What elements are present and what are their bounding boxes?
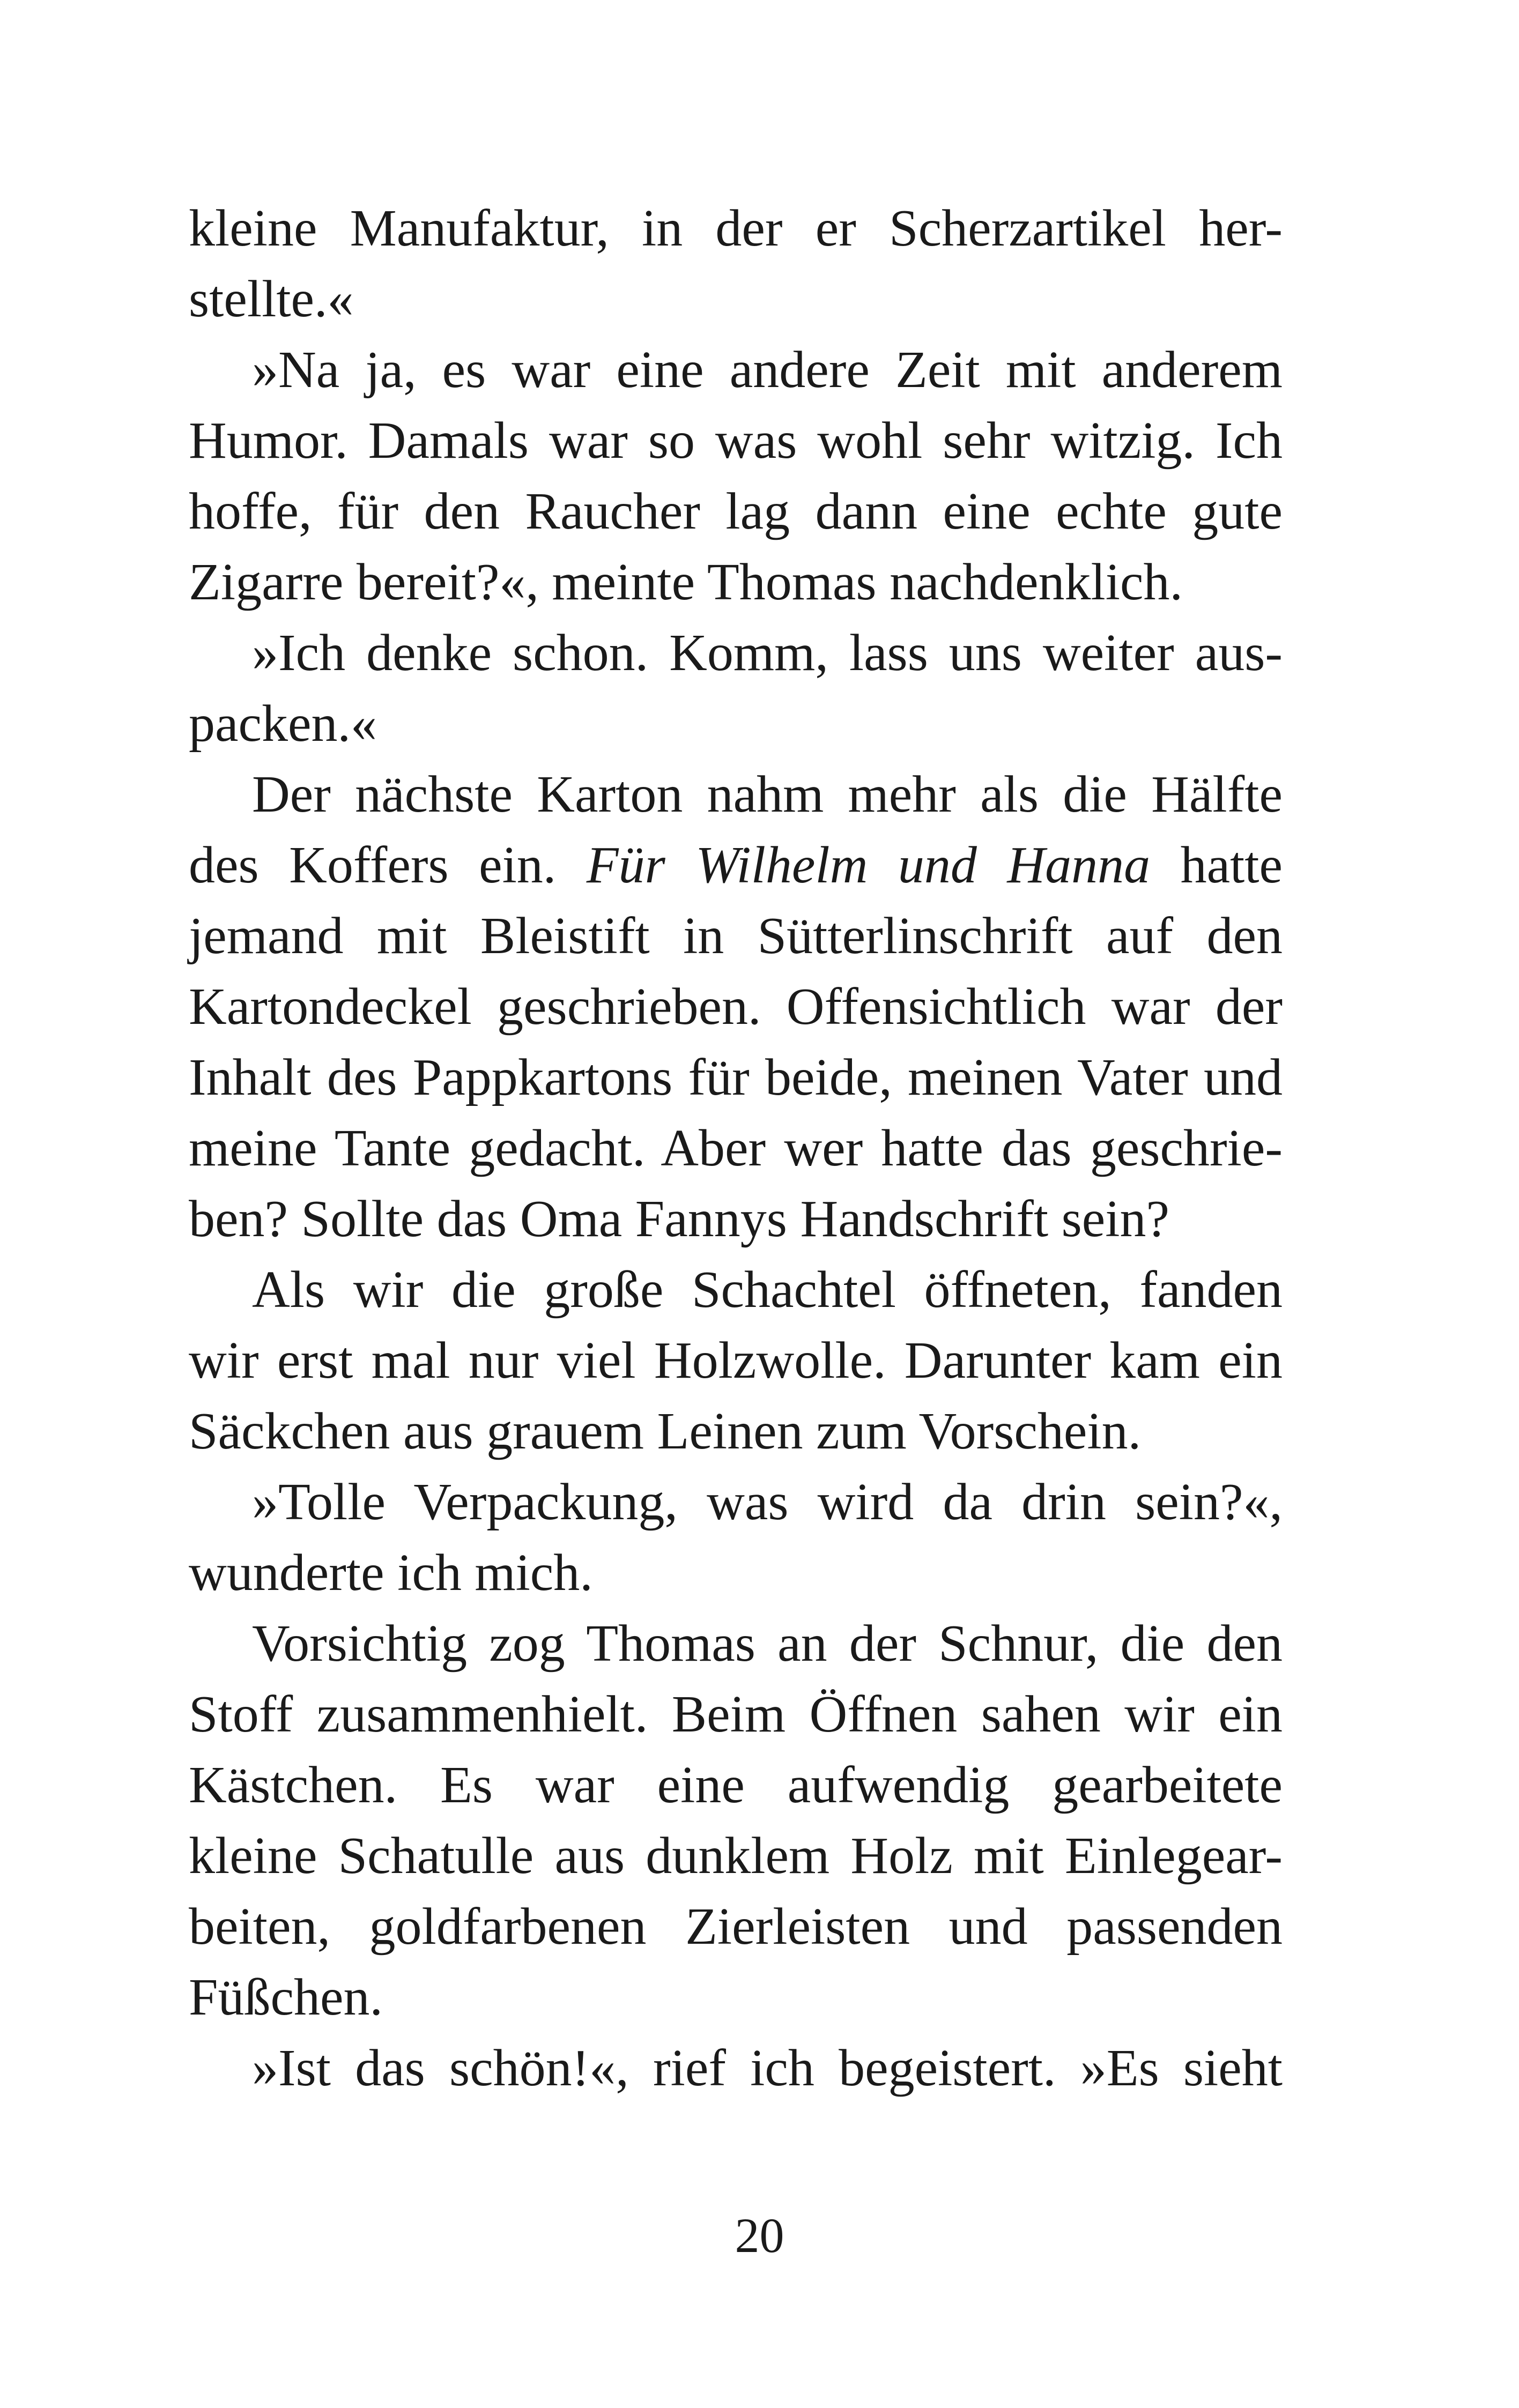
text-line: »Ist das schön!«, rief ich begeistert. »Es sieht: [252, 2039, 1283, 2097]
text-line: kleine Manufaktur, in der er Scherzartikel her-: [189, 199, 1283, 257]
text-line: jemand mit Bleistift in Sütterlinschrift auf den: [189, 907, 1283, 965]
text-line: hoffe, für den Raucher lag dann eine echte gute: [189, 482, 1283, 540]
text-line: Inhalt des Pappkartons für beide, meinen Vater und: [189, 1049, 1283, 1106]
body-text: [189, 193, 1283, 2104]
text-line: packen.«: [189, 695, 377, 753]
text-line: Kästchen. Es war eine aufwendig gearbeitete: [189, 1756, 1283, 1814]
text-line: wir erst mal nur viel Holzwolle. Darunter kam ein: [189, 1332, 1283, 1389]
text-line: Zigarre bereit?«, meinte Thomas nachdenklich.: [189, 553, 1183, 611]
text-line: [189, 830, 1283, 901]
text-line: stellte.«: [189, 270, 354, 328]
text-line: wunderte ich mich.: [189, 1544, 593, 1602]
text-line: Vorsichtig zog Thomas an der Schnur, die den: [252, 1615, 1283, 1673]
text-line: Humor. Damals war so was wohl sehr witzig. Ich: [189, 412, 1283, 470]
text-line: Füßchen.: [189, 1968, 383, 2026]
text-line: beiten, goldfarbenen Zierleisten und passenden: [189, 1898, 1283, 1956]
text-line: ben? Sollte das Oma Fannys Handschrift sein?: [189, 1190, 1169, 1248]
italic-title: Für Wilhelm und Hanna: [586, 836, 1151, 894]
page-number: 20: [735, 2208, 784, 2263]
text-line: Der nächste Karton nahm mehr als die Hälfte: [252, 765, 1283, 823]
text-line: »Ich denke schon. Komm, lass uns weiter aus-: [252, 624, 1283, 682]
text-line: »Tolle Verpackung, was wird da drin sein?«,: [252, 1473, 1283, 1531]
text-line: meine Tante gedacht. Aber wer hatte das geschrie-: [189, 1119, 1283, 1177]
text-line: Stoff zusammenhielt. Beim Öffnen sahen wir ein: [189, 1685, 1283, 1743]
text-line: Säckchen aus grauem Leinen zum Vorschein.: [189, 1402, 1142, 1460]
text-line: »Na ja, es war eine andere Zeit mit anderem: [252, 341, 1283, 399]
text-line: kleine Schatulle aus dunklem Holz mit Einlegear-: [189, 1827, 1283, 1885]
text-segment: hatte: [1150, 836, 1283, 894]
text-line: Kartondeckel geschrieben. Offensichtlich war der: [189, 978, 1283, 1036]
text-line: Als wir die große Schachtel öffneten, fanden: [252, 1261, 1283, 1319]
text-segment: des Koffers ein.: [189, 836, 587, 894]
